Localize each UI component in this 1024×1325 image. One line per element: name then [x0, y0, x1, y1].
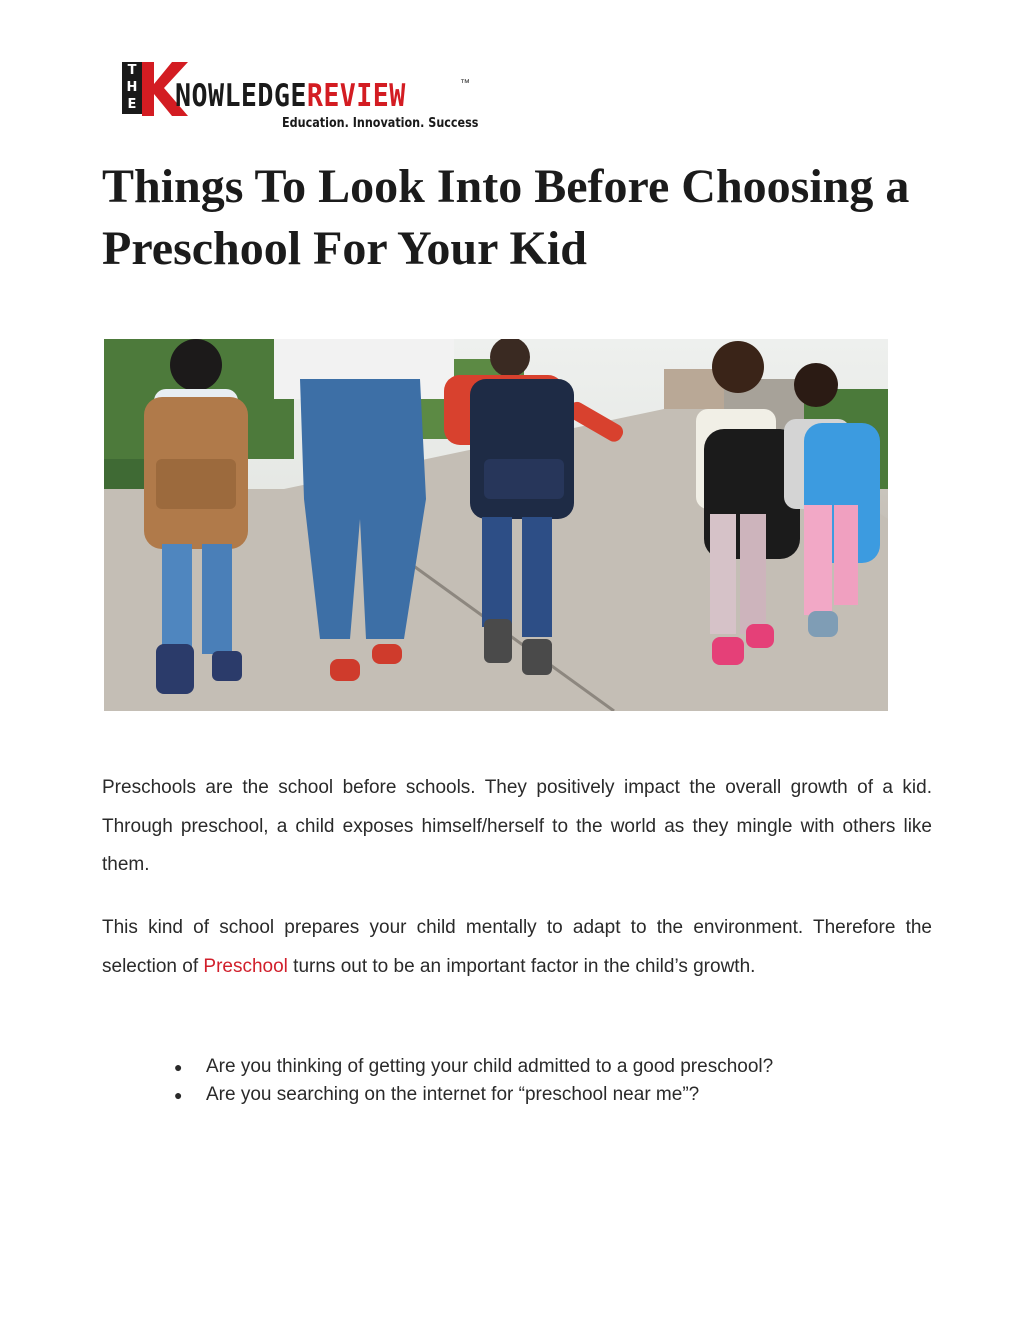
article-title: Things To Look Into Before Choosing a Preschool For Your Kid [102, 160, 910, 275]
list-item-text: Are you thinking of getting your child admitted to a good preschool? [206, 1056, 774, 1077]
logo-letter: T [127, 63, 137, 78]
question-list [172, 1053, 773, 1109]
paragraph-text: turns out to be an important factor in the child’s growth. [287, 955, 756, 977]
logo-letter: H [126, 80, 138, 95]
trademark-symbol: ™ [460, 78, 470, 89]
selection-paragraph [102, 909, 932, 986]
logo-wordmark-knowledge: NOWLEDGE [175, 78, 307, 114]
preschool-link[interactable]: Preschool [203, 955, 288, 977]
list-item-text: Are you searching on the internet for “preschool near me”? [206, 1084, 700, 1105]
list-item [172, 1081, 773, 1109]
article-hero-image [104, 339, 888, 711]
intro-paragraph: Preschools are the school before schools. They positively impact the overall growth of a kid. Through preschool, a child exposes himself/herself to the world as they mingle with others like them. [102, 777, 932, 875]
bullet-icon: ● [174, 1059, 183, 1075]
logo-the-block [122, 62, 142, 114]
site-logo[interactable] [122, 58, 479, 136]
logo-wordmark-review: REVIEW [306, 78, 406, 114]
list-item [172, 1053, 773, 1081]
bullet-icon: ● [174, 1087, 183, 1103]
logo-wordmark [175, 78, 406, 114]
logo-tagline: Education. Innovation. Success [282, 116, 479, 131]
logo-letter: E [127, 97, 137, 112]
paragraph-text: This kind of school prepares your child mentally to adapt to the environment. Therefore the selection of [102, 917, 932, 977]
